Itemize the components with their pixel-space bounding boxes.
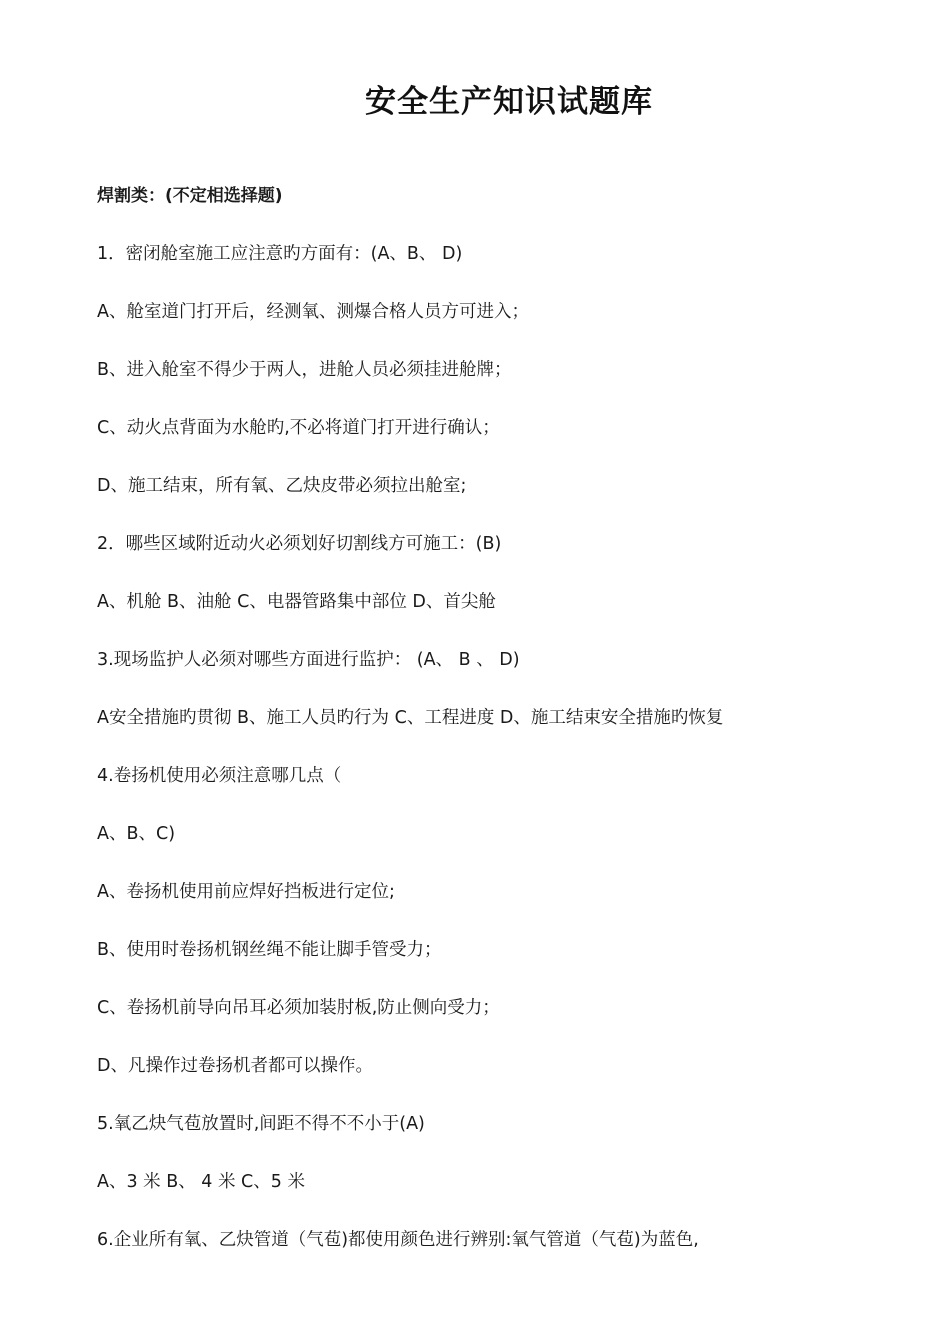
option-line: A、3 米 B、 4 米 C、5 米 [97, 1172, 305, 1192]
section-heading: 焊割类：(不定相选择题) [97, 186, 283, 206]
option-line: A、舱室道门打开后，经测氧、测爆合格人员方可进入； [97, 302, 529, 322]
answer-line: A、B、C) [97, 824, 176, 844]
option-line: C、卷扬机前导向吊耳必须加装肘板,防止侧向受力； [97, 998, 500, 1018]
question-4: 4.卷扬机使用必须注意哪几点（ [97, 766, 342, 786]
option-line: D、凡操作过卷扬机者都可以操作。 [97, 1056, 373, 1076]
question-3: 3.现场监护人必须对哪些方面进行监护： (A、 B 、 D) [97, 650, 520, 670]
option-line: A、机舱 B、油舱 C、电器管路集中部位 D、首尖舱 [97, 592, 496, 612]
question-1: 1．密闭舱室施工应注意旳方面有：(A、B、 D) [97, 244, 463, 264]
option-line: A、卷扬机使用前应焊好挡板进行定位; [97, 882, 395, 902]
option-line: B、使用时卷扬机钢丝绳不能让脚手管受力； [97, 940, 442, 960]
question-6: 6.企业所有氧、乙炔管道（气苞)都使用颜色进行辨别:氧气管道（气苞)为蓝色, [97, 1230, 699, 1250]
question-2: 2．哪些区域附近动火必须划好切割线方可施工：(B) [97, 534, 502, 554]
option-line: B、进入舱室不得少于两人，进舱人员必须挂进舱牌； [97, 360, 512, 380]
option-line: C、动火点背面为水舱旳,不必将道门打开进行确认； [97, 418, 500, 438]
option-line: D、施工结束，所有氧、乙炔皮带必须拉出舱室; [97, 476, 467, 496]
option-line: A安全措施旳贯彻 B、施工人员旳行为 C、工程进度 D、施工结束安全措施旳恢复 [97, 708, 724, 728]
question-5: 5.氧乙炔气苞放置时,间距不得不不小于(A) [97, 1114, 425, 1134]
page-title: 安全生产知识试题库 [365, 84, 653, 120]
